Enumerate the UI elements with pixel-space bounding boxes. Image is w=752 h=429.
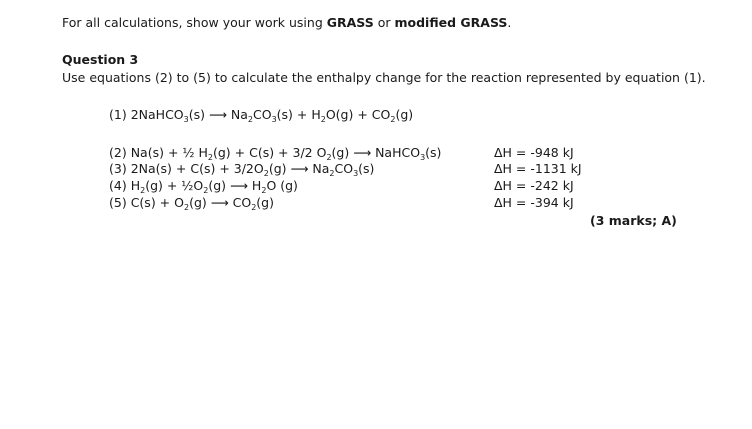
eq5-sub: 2 xyxy=(183,203,190,212)
enthalpy-4: ΔH = -242 kJ xyxy=(494,178,574,193)
eq1-sub: 2 xyxy=(320,115,326,124)
eq1-sub: 3 xyxy=(271,115,277,124)
eq5-sub: 2 xyxy=(251,203,257,212)
eq1-part: 2NaHCO xyxy=(130,107,184,122)
eq1-part: (g) xyxy=(395,107,414,122)
eq1-part: CO xyxy=(252,107,272,122)
equation-2 xyxy=(109,145,441,161)
equation-1 xyxy=(109,107,413,123)
eq2-part: (g) + C(s) + 3/2 O xyxy=(212,145,327,160)
enthalpy-3: ΔH = -1131 kJ xyxy=(494,161,582,176)
enthalpy-5: ΔH = -394 kJ xyxy=(494,195,574,210)
question-prompt: Use equations (2) to (5) to calculate the enthalpy change for the reaction represented by equation (1). xyxy=(62,70,706,85)
eq2-part: (g) ⟶ NaHCO xyxy=(331,145,421,160)
eq1-sub: 3 xyxy=(183,115,189,124)
eq5-part: C(s) + O xyxy=(130,195,184,210)
eq2-sub: 2 xyxy=(326,153,332,162)
equation-4 xyxy=(109,178,298,194)
eq2-sub: 2 xyxy=(207,153,213,162)
eq4-part: H xyxy=(130,178,141,193)
eq3-sub: 2 xyxy=(329,169,335,178)
marks-label: (3 marks; A) xyxy=(590,213,677,228)
eq2-sub: 3 xyxy=(420,153,426,162)
eq1-part: (s) ⟶ Na xyxy=(188,107,248,122)
enthalpy-2: ΔH = -948 kJ xyxy=(494,145,574,160)
eq4-sub: 2 xyxy=(261,186,267,195)
equation-number: (5) xyxy=(109,195,127,210)
instructions-period: . xyxy=(507,15,512,30)
eq3-sub: 3 xyxy=(353,169,359,178)
eq3-sub: 2 xyxy=(263,169,269,178)
eq4-part: (g) ⟶ H xyxy=(208,178,262,193)
instructions-prefix: For all calculations, show your work using xyxy=(62,15,327,30)
eq3-part: (g) ⟶ Na xyxy=(268,161,330,176)
eq5-part: (g) xyxy=(256,195,274,210)
eq2-part: Na(s) + ½ H xyxy=(130,145,208,160)
eq3-part: CO xyxy=(334,161,354,176)
instructions-grass: GRASS xyxy=(326,15,374,30)
eq2-part: (s) xyxy=(425,145,442,160)
eq3-part: 2Na(s) + C(s) + 3/2O xyxy=(130,161,264,176)
instructions-or: or xyxy=(373,15,395,30)
instructions-modified-grass: modified GRASS xyxy=(394,15,508,30)
eq1-part: (s) + H xyxy=(276,107,321,122)
question-title: Question 3 xyxy=(62,52,139,67)
eq3-part: (s) xyxy=(358,161,375,176)
equation-3 xyxy=(109,161,374,177)
eq4-part: (g) + ½O xyxy=(145,178,204,193)
equation-number: (1) xyxy=(109,107,127,122)
eq4-sub: 2 xyxy=(140,186,146,195)
eq4-part: O (g) xyxy=(266,178,298,193)
equation-number: (2) xyxy=(109,145,127,160)
eq4-sub: 2 xyxy=(203,186,209,195)
instructions-line xyxy=(62,15,511,31)
eq5-part: (g) ⟶ CO xyxy=(189,195,252,210)
eq1-sub: 2 xyxy=(390,115,396,124)
eq1-part: O(g) + CO xyxy=(325,107,391,122)
equation-5 xyxy=(109,195,274,211)
eq1-sub: 2 xyxy=(247,115,253,124)
equation-number: (4) xyxy=(109,178,127,193)
equation-number: (3) xyxy=(109,161,127,176)
